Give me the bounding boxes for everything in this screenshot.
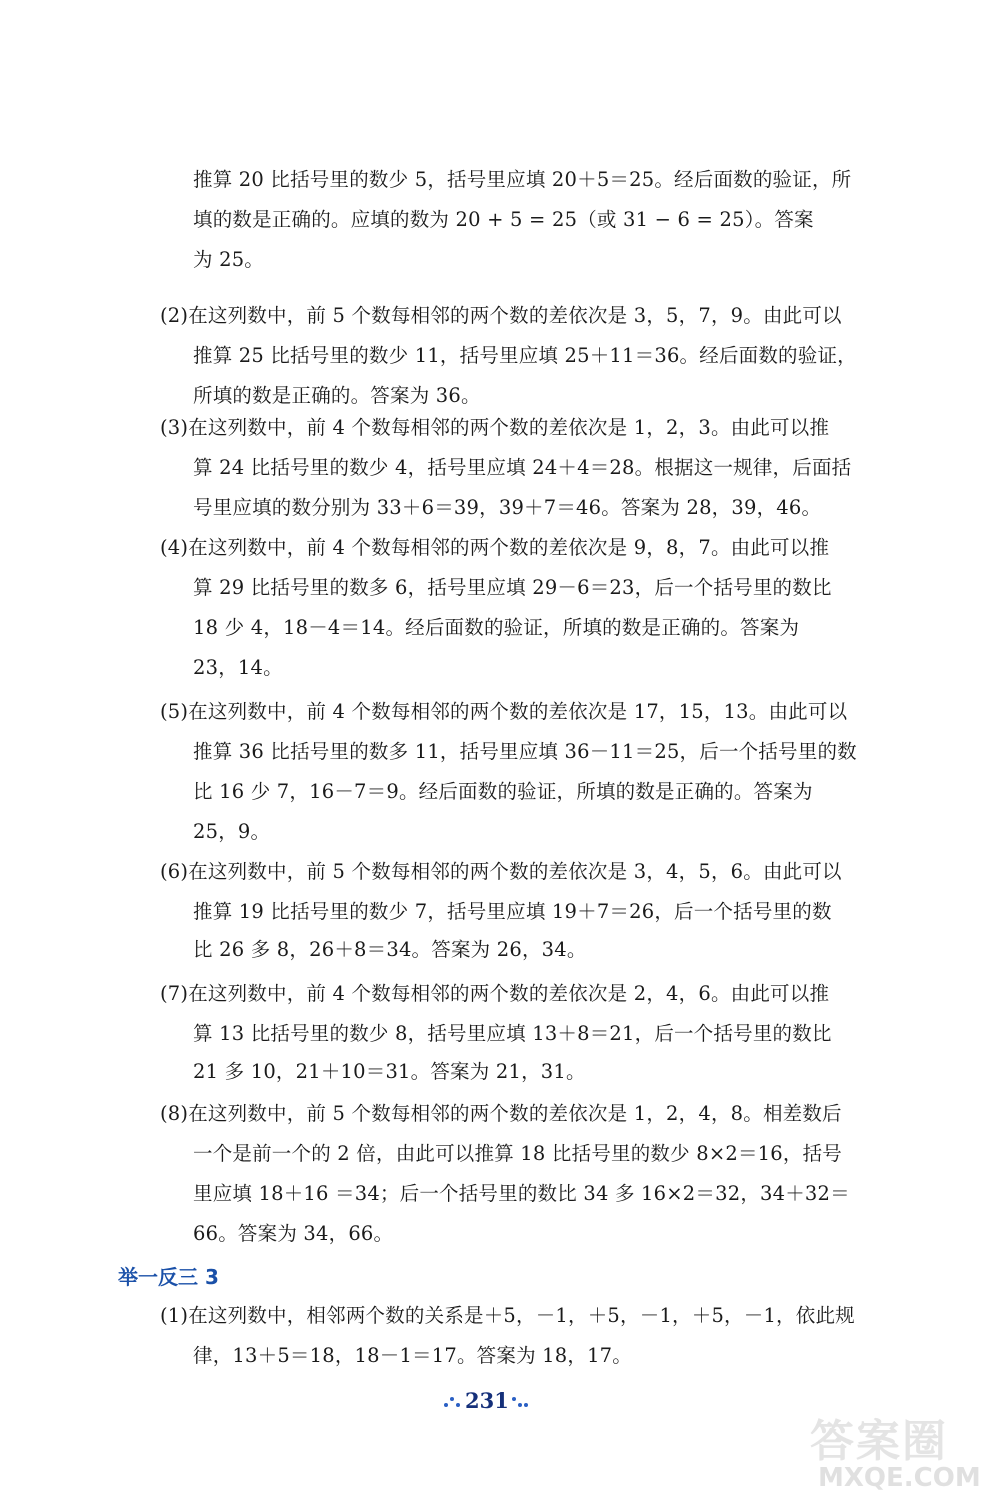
paragraph-line: 号里应填的数分别为 33＋6＝39，39＋7＝46。答案为 28，39，46。	[193, 496, 822, 519]
paragraph-line: 一个是前一个的 2 倍，由此可以推算 18 比括号里的数少 8×2＝16，括号	[193, 1142, 842, 1165]
paragraph-line: 里应填 18＋16 ＝34；后一个括号里的数比 34 多 16×2＝32，34＋32＝	[193, 1182, 850, 1205]
item-5-line: (5)在这列数中，前 4 个数每相邻的两个数的差依次是 17，15，13。由此可以	[160, 700, 848, 723]
item-3-line: (3)在这列数中，前 4 个数每相邻的两个数的差依次是 1，2，3。由此可以推	[160, 416, 830, 439]
paragraph-line: 推算 25 比括号里的数少 11，括号里应填 25＋11＝36。经后面数的验证，	[193, 344, 857, 367]
watermark-glyphs: 答案圈	[810, 1416, 948, 1467]
paragraph-line: 66。答案为 34，66。	[193, 1222, 394, 1245]
paragraph-line: 推算 19 比括号里的数少 7，括号里应填 19＋7＝26，后一个括号里的数	[193, 900, 832, 923]
item-1-line: (1)在这列数中，相邻两个数的关系是＋5，－1，＋5，－1，＋5，－1，依此规	[160, 1304, 855, 1327]
paragraph-line: 推算 36 比括号里的数多 11，括号里应填 36－11＝25，后一个括号里的数	[193, 740, 857, 763]
paragraph-line: 18 少 4，18－4＝14。经后面数的验证，所填的数是正确的。答案为	[193, 616, 800, 639]
paragraph-line: 推算 20 比括号里的数少 5，括号里应填 20＋5＝25。经后面数的验证，所	[193, 168, 852, 191]
page-number: 231	[465, 1388, 509, 1413]
paragraph-line: 23，14。	[193, 656, 283, 679]
paragraph-line: 律，13＋5＝18，18－1＝17。答案为 18，17。	[193, 1344, 632, 1367]
page-number-footer	[444, 1388, 530, 1413]
item-6-line: (6)在这列数中，前 5 个数每相邻的两个数的差依次是 3，4，5，6。由此可以	[160, 860, 842, 883]
paragraph-line: 填的数是正确的。应填的数为 20 + 5 = 25（或 31 − 6 = 25）。答案	[193, 208, 814, 231]
paragraph-line: 算 29 比括号里的数多 6，括号里应填 29－6＝23，后一个括号里的数比	[193, 576, 832, 599]
item-2-line: (2)在这列数中，前 5 个数每相邻的两个数的差依次是 3，5，7，9。由此可以	[160, 304, 842, 327]
paragraph-line: 算 24 比括号里的数少 4，括号里应填 24＋4＝28。根据这一规律，后面括	[193, 456, 852, 479]
paragraph-line: 比 16 少 7，16－7＝9。经后面数的验证，所填的数是正确的。答案为	[193, 780, 813, 803]
paragraph-line: 比 26 多 8，26＋8＝34。答案为 26，34。	[193, 938, 587, 961]
paragraph-line: 21 多 10，21＋10＝31。答案为 21，31。	[193, 1060, 586, 1083]
paragraph-line: 所填的数是正确的。答案为 36。	[193, 384, 481, 407]
watermark-site: MXQE.COM	[818, 1463, 981, 1493]
section-heading: 举一反三 3	[118, 1265, 219, 1289]
paragraph-line: 算 13 比括号里的数少 8，括号里应填 13＋8＝21，后一个括号里的数比	[193, 1022, 832, 1045]
paragraph-line: 25，9。	[193, 820, 271, 843]
dots-right-icon	[512, 1392, 530, 1410]
item-8-line: (8)在这列数中，前 5 个数每相邻的两个数的差依次是 1，2，4，8。相差数后	[160, 1102, 842, 1125]
paragraph-line: 为 25。	[193, 248, 265, 271]
item-7-line: (7)在这列数中，前 4 个数每相邻的两个数的差依次是 2，4，6。由此可以推	[160, 982, 830, 1005]
watermark	[810, 1405, 990, 1495]
item-4-line: (4)在这列数中，前 4 个数每相邻的两个数的差依次是 9，8，7。由此可以推	[160, 536, 830, 559]
dots-left-icon	[444, 1392, 462, 1410]
